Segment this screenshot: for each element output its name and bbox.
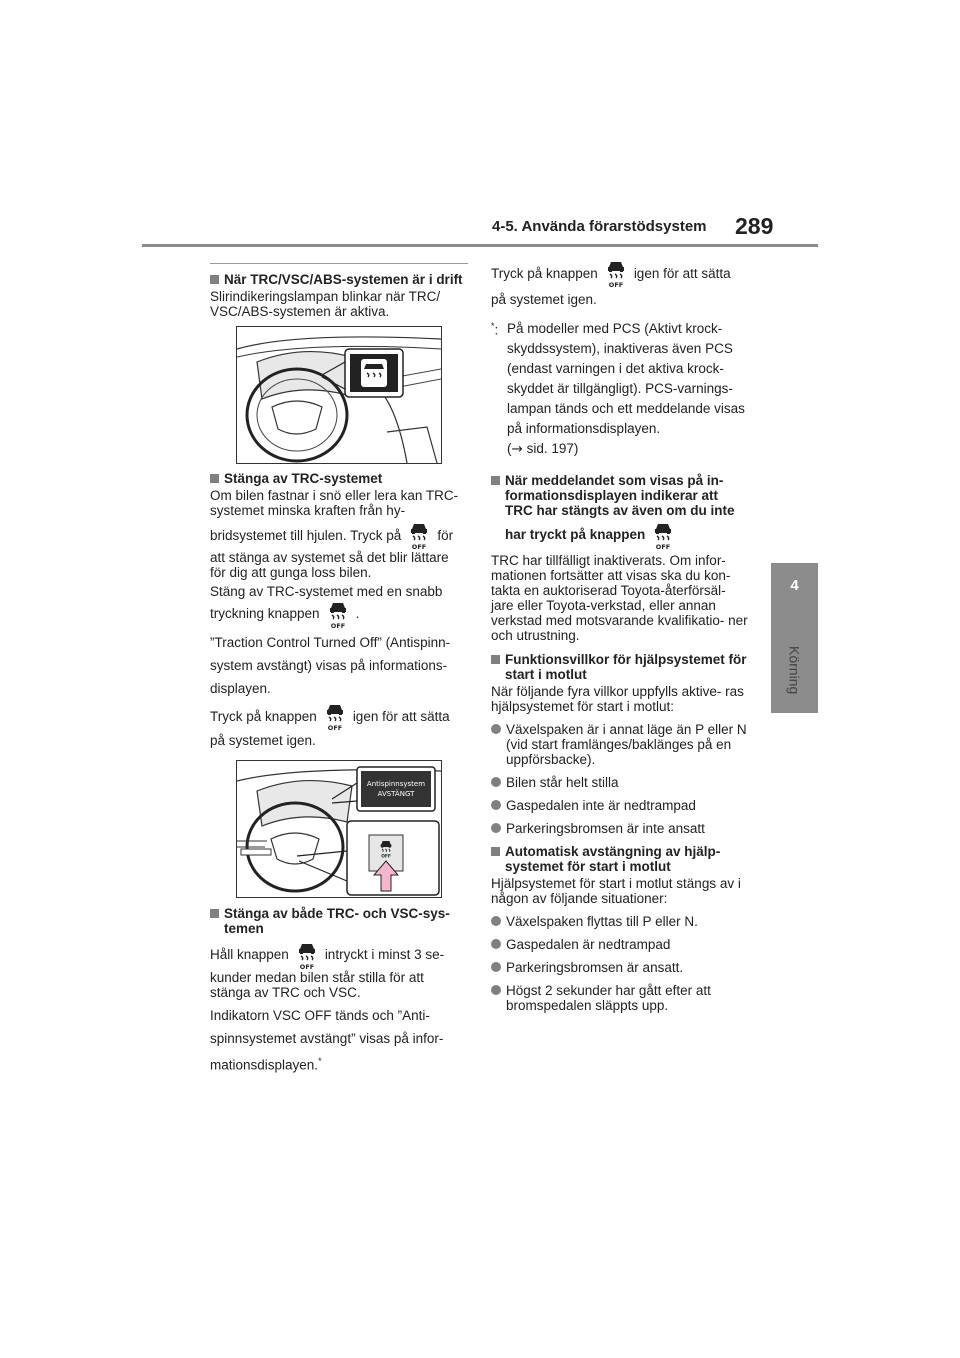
display-text-line1: Antispinnsystem <box>366 780 426 789</box>
list-item: Gaspedalen inte är nedtrampad <box>491 798 749 813</box>
paragraph: mationsdisplayen.* <box>210 1055 322 1073</box>
list-item: Parkeringsbromsen är inte ansatt <box>491 821 749 836</box>
section-heading: Stänga av både TRC- och VSC-sys- temen <box>210 906 468 936</box>
paragraph: Stäng av TRC-systemet med en snabb <box>210 584 443 600</box>
paragraph: system avstängt) visas på informations- <box>210 657 448 673</box>
list-item: Växelspaken är i annat läge än P eller N (vid start framlänges/baklänges på en uppförsbacke). <box>491 722 749 767</box>
paragraph-line: bridsystemet till hjulen. Tryck på för <box>210 521 468 550</box>
list-item: Gaspedalen är nedtrampad <box>491 937 749 952</box>
paragraph: spinnsystemet avstängt” visas på infor- <box>210 1030 444 1046</box>
arrow-icon: → <box>511 441 523 458</box>
paragraph: att stänga av systemet så det blir lättare för dig att gunga loss bilen. <box>210 550 449 581</box>
dashboard-illustration <box>237 761 441 897</box>
bullet-icon <box>491 939 501 949</box>
section-heading: När TRC/VSC/ABS-systemen är i drift <box>210 272 468 287</box>
heading-square-icon <box>491 655 500 664</box>
paragraph-line: Tryck på knappen igen för att sätta <box>210 702 468 731</box>
paragraph: Om bilen fastnar i snö eller lera kan TRC-systemet minska kraften från hy- <box>210 488 459 518</box>
heading-square-icon <box>210 909 219 918</box>
list-item: Bilen står helt stilla <box>491 775 749 790</box>
paragraph: ”Traction Control Turned Off” (Antispinn- <box>210 634 451 650</box>
trc-off-button-icon <box>323 703 347 731</box>
heading-square-icon <box>491 476 500 485</box>
bullet-icon <box>491 985 501 995</box>
page-number: 289 <box>735 213 774 239</box>
column-rule <box>210 263 468 264</box>
paragraph: displayen. <box>210 680 271 696</box>
paragraph-line: Tryck på knappen igen för att sätta <box>491 259 749 288</box>
section-heading: Stänga av TRC-systemet <box>210 471 468 486</box>
paragraph-line: Håll knappen intryckt i minst 3 se- <box>210 940 468 969</box>
figure-dashboard-trc-off <box>236 760 442 898</box>
chapter-number: 4 <box>790 577 799 594</box>
list-item: Parkeringsbromsen är ansatt. <box>491 960 749 975</box>
dashboard-illustration <box>237 327 441 463</box>
figure-dashboard-slip-indicator <box>236 326 442 464</box>
section-heading: Funktionsvillkor för hjälpsystemet för start i motlut <box>491 652 749 682</box>
paragraph: TRC har tillfälligt inaktiverats. Om infor- mationen fortsätter att visas ska du kon- takta en auktoriserad Toyota-återförsäl- jare eller Toyota-verkstad, eller annan verkstad med motsvarande kvalifikatio- ner och utrustning. <box>491 552 748 643</box>
section-title: 4-5. Använda förarstödsystem <box>492 218 707 235</box>
heading-square-icon <box>491 847 500 856</box>
section-heading: När meddelandet som visas på in- formationsdisplayen indikerar att TRC har stängts av även om du inte <box>491 473 749 518</box>
right-column <box>491 259 749 1021</box>
trc-off-button-icon <box>604 260 628 288</box>
page-reference: sid. 197 <box>526 441 574 457</box>
bullet-icon <box>491 800 501 810</box>
bullet-icon <box>491 724 501 734</box>
paragraph-line: tryckning knappen . <box>210 599 468 628</box>
paragraph: kunder medan bilen står stilla för att stänga av TRC och VSC. <box>210 969 424 1000</box>
heading-square-icon <box>210 275 219 284</box>
chapter-label: Körning <box>786 645 803 695</box>
paragraph: på systemet igen. <box>210 733 316 749</box>
trc-off-button-icon <box>295 942 319 970</box>
heading-square-icon <box>210 474 219 483</box>
paragraph: Indikatorn VSC OFF tänds och ”Anti- <box>210 1007 430 1023</box>
bullet-icon <box>491 823 501 833</box>
paragraph: Slirindikeringslampan blinkar när TRC/ VSC/ABS-systemen är aktiva. <box>210 289 441 319</box>
bullet-icon <box>491 916 501 926</box>
paragraph: på systemet igen. <box>491 292 597 308</box>
footnote: *: På modeller med PCS (Aktivt krock- skyddssystem), inaktiveras även PCS (endast varningen i det aktiva krock- skyddet är tillgängligt). PCS-varnings- lampan tänds och ett meddelande visas på informationsdisplayen. (→ sid. 197) <box>491 321 745 458</box>
footnote-text: På modeller med PCS (Aktivt krock- skyddssystem), inaktiveras även PCS (endast varningen i det aktiva krock- skyddet är tillgängligt). PCS-varnings- lampan tänds och ett meddelande visas på informationsdisplayen. <box>507 321 745 437</box>
trc-off-button-icon <box>407 522 431 550</box>
paragraph: Hjälpsystemet för start i motlut stängs av i någon av följande situationer: <box>491 875 741 906</box>
bullet-icon <box>491 962 501 972</box>
list-item: Högst 2 sekunder har gått efter att bromspedalen släppts upp. <box>491 983 749 1013</box>
display-text-line2: AVSTÄNGT <box>377 790 415 799</box>
trc-off-button-icon <box>326 601 350 629</box>
paragraph: När följande fyra villkor uppfylls aktive- ras hjälpsystemet för start i motlut: <box>491 683 744 714</box>
left-column <box>210 272 468 1072</box>
section-heading-line: har tryckt på knappen <box>491 520 749 549</box>
footnote-marker: *: <box>491 321 499 338</box>
header-rule <box>142 244 818 247</box>
list-item: Växelspaken flyttas till P eller N. <box>491 914 749 929</box>
trc-off-button-icon <box>651 522 675 550</box>
bullet-icon <box>491 777 501 787</box>
section-heading: Automatisk avstängning av hjälp- systemet för start i motlut <box>491 844 749 874</box>
